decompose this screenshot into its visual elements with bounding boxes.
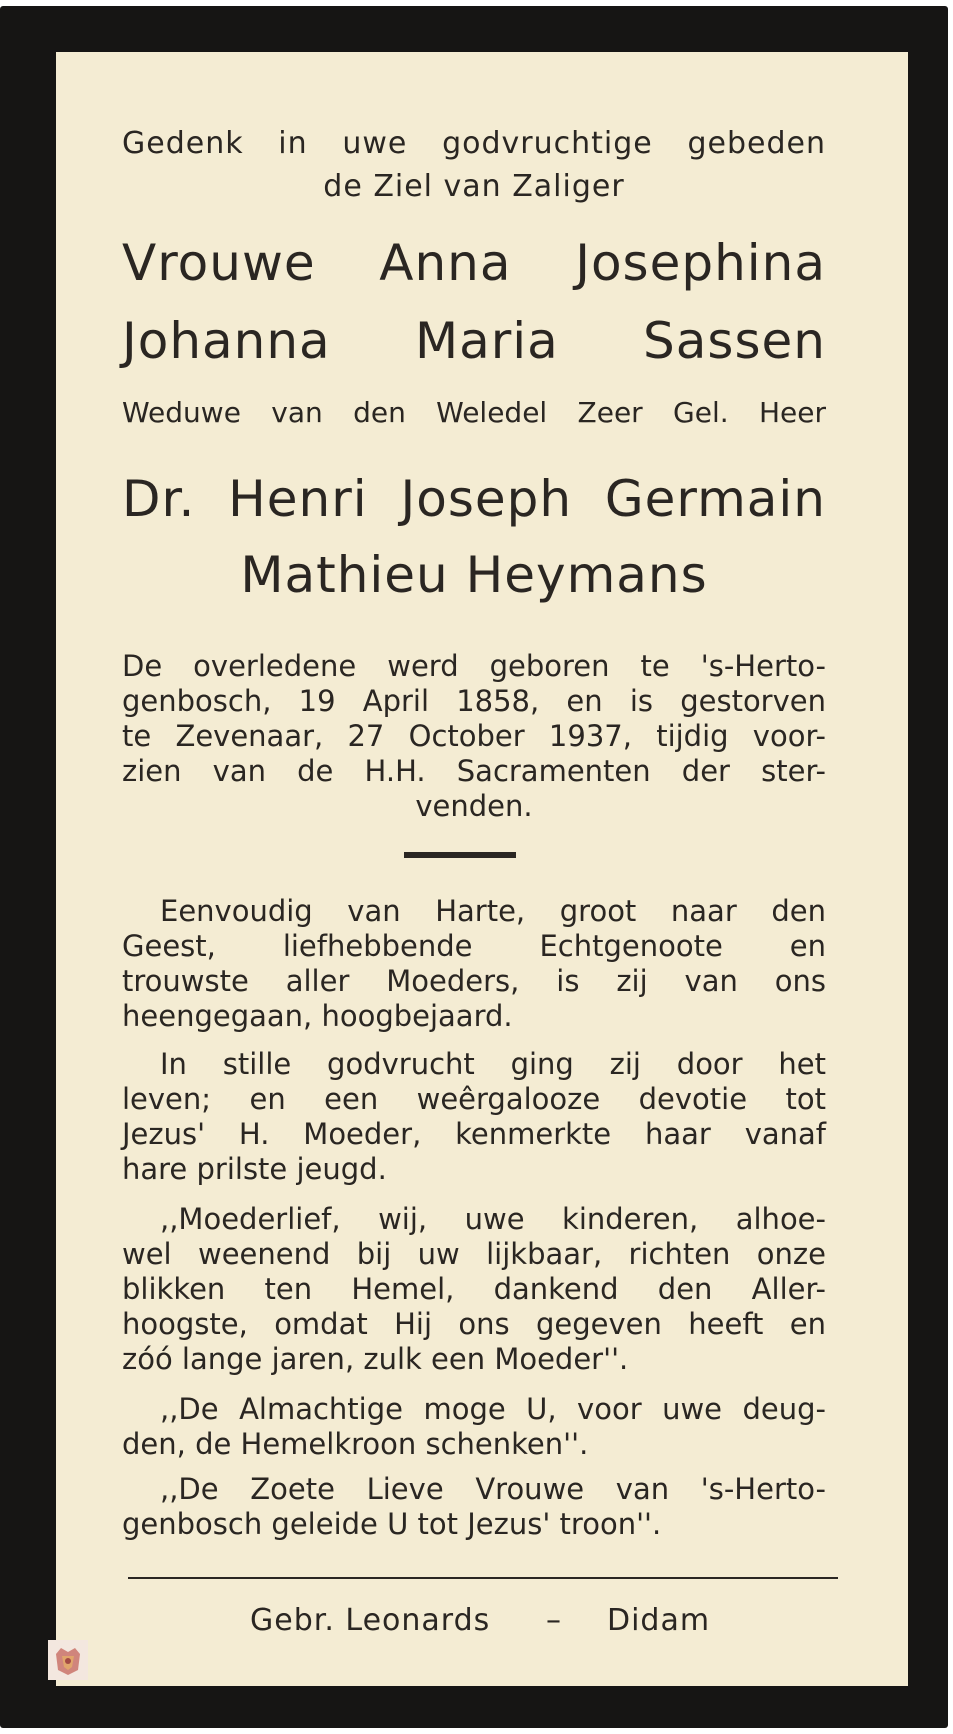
husband-name: Dr. Henri Joseph Germain: [122, 470, 826, 528]
paragraph-line: blikken ten Hemel, dankend den Aller-: [122, 1272, 826, 1306]
short-divider: [404, 852, 516, 858]
paragraph-line: ,,Moederlief, wij, uwe kinderen, alhoe-: [160, 1202, 826, 1236]
printer-name: Gebr. Leonards: [250, 1603, 491, 1638]
paragraph-line: hoogste, omdat Hij ons gegeven heeft en: [122, 1307, 826, 1341]
paragraph-line: zóó lange jaren, zulk een Moeder''.: [122, 1342, 629, 1376]
paragraph-line: hare prilste jeugd.: [122, 1152, 387, 1186]
birth-text-line: venden.: [415, 789, 533, 823]
paragraph-line: wel weenend bij uw lijkbaar, richten onze: [122, 1237, 826, 1271]
deceased-name: Johanna Maria Sassen: [122, 312, 826, 370]
paragraph-line: ,,De Zoete Lieve Vrouwe van 's-Herto-: [160, 1472, 826, 1506]
printer-place: Didam: [607, 1603, 711, 1638]
intro-line: Gedenk in uwe godvruchtige gebeden: [122, 126, 826, 161]
crest-icon: [48, 1640, 88, 1680]
birth-text-line: zien van de H.H. Sacramenten der ster-: [122, 754, 826, 788]
birth-text-line: De overledene werd geboren te 's-Herto-: [122, 649, 826, 683]
footer-dash: –: [546, 1603, 562, 1638]
birth-text-line: genbosch, 19 April 1858, en is gestorven: [122, 684, 826, 718]
paragraph-line: Jezus' H. Moeder, kenmerkte haar vanaf: [122, 1117, 826, 1151]
paragraph-line: Eenvoudig van Harte, groot naar den: [160, 894, 826, 928]
paragraph-line: Geest, liefhebbende Echtgenoote en: [122, 929, 826, 963]
paragraph-line: leven; en een weêrgalooze devotie tot: [122, 1082, 826, 1116]
intro-line: de Ziel van Zaliger: [323, 169, 625, 204]
deceased-name: Vrouwe Anna Josephina: [122, 234, 826, 292]
widow-line: Weduwe van den Weledel Zeer Gel. Heer: [122, 396, 826, 429]
paragraph-line: genbosch geleide U tot Jezus' troon''.: [122, 1507, 662, 1541]
paragraph-line: ,,De Almachtige moge U, voor uwe deug-: [160, 1392, 826, 1426]
paragraph-line: heengegaan, hoogbejaard.: [122, 999, 513, 1033]
memorial-card: [56, 52, 908, 1686]
birth-text-line: te Zevenaar, 27 October 1937, tijdig voor-: [122, 719, 826, 753]
paragraph-line: den, de Hemelkroon schenken''.: [122, 1427, 589, 1461]
footer-divider: [128, 1577, 838, 1579]
paragraph-line: In stille godvrucht ging zij door het: [160, 1047, 826, 1081]
husband-name: Mathieu Heymans: [240, 546, 708, 604]
paragraph-line: trouwste aller Moeders, is zij van ons: [122, 964, 826, 998]
